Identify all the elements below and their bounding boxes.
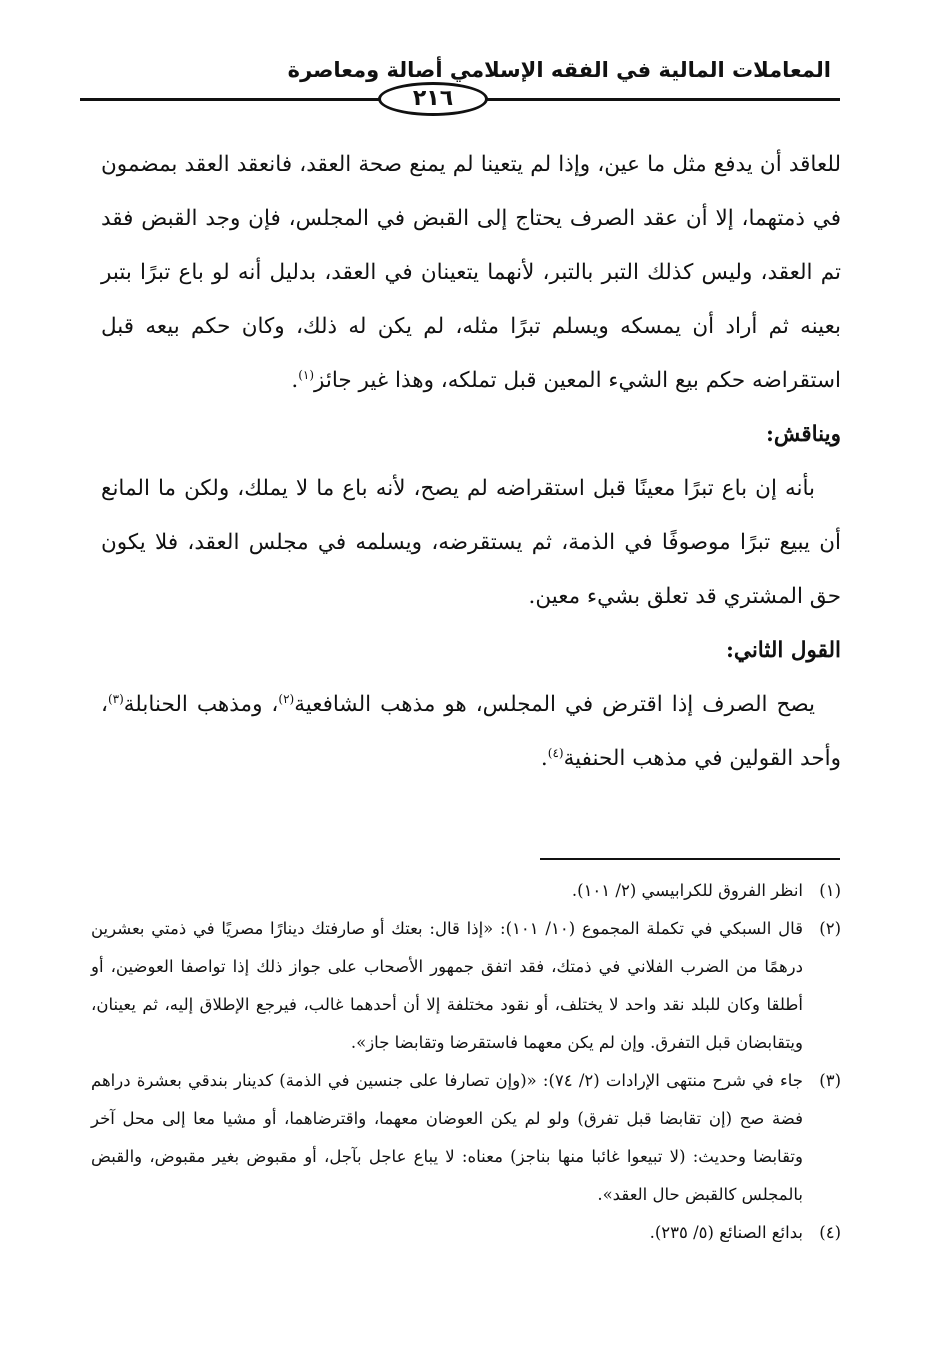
paragraph-3	[101, 678, 841, 786]
footnote-1-number: (١)	[819, 881, 841, 900]
paragraph-1-text: للعاقد أن يدفع مثل ما عين، وإذا لم يتعينا لم يمنع صحة العقد، فانعقد العقد بمضمون في ذمتهما، إلا أن عقد الصرف يحتاج إلى القبض في المجلس، فإن وجد القبض فقد تم العقد، وليس كذلك التبر بالتبر، لأنهما يتعينان في العقد، بدليل أنه لو باع تبرًا بتبر بعينه ثم أراد أن يمسكه ويسلم تبرًا مثله، لم يكن له ذلك، وكان حكم بيعه قبل استقراضه حكم بيع الشيء المعين قبل تملكه، وهذا غير جائز	[101, 152, 841, 393]
footnote-1	[91, 872, 841, 910]
paragraph-3-text-a: يصح الصرف إذا اقترض في المجلس، هو مذهب الشافعية	[294, 692, 816, 717]
paragraph-3-text-d: .	[540, 746, 548, 771]
heading-objection: ويناقش:	[765, 422, 841, 447]
page-number: ٢١٦	[378, 82, 488, 116]
main-text	[101, 138, 841, 786]
paragraph-1	[101, 138, 841, 408]
footnote-3	[91, 1062, 841, 1214]
footnote-2-text: قال السبكي في تكملة المجموع (١٠/ ١٠١): «إذا قال: بعتك أو صارفتك دينارًا مصريًا في ذمتي بعشرين درهمًا من الضرب الفلاني في ذمتك، فقد اتفق جمهور الأصحاب على جواز ذلك إذا تواصفا العوضين، أو أطلقا وكان للبلد نقد واحد لا يختلف، أو نقود مختلفة إلا أن أحدهما غالب، فيرجع الإطلاق إليه، ثم يعينان، ويتقابضان قبل التفرق. وإن لم يكن معهما فاستقرضا وتقابضا جاز».	[91, 919, 803, 1052]
paragraph-3-text-b: ، ومذهب الحنابلة	[123, 692, 279, 717]
footnote-ref-2: (٢)	[278, 691, 295, 706]
paragraph-3-text-c: ، وأحد القولين في مذهب الحنفية	[101, 692, 841, 771]
running-header-title: المعاملات المالية في الفقه الإسلامي أصالة ومعاصرة	[287, 58, 831, 82]
footnote-1-text: انظر الفروق للكرابيسي (٢/ ١٠١).	[571, 881, 803, 900]
footnote-4	[91, 1214, 841, 1252]
footnote-2-number: (٢)	[819, 919, 841, 938]
footnote-ref-1: (١)	[298, 367, 315, 382]
paragraph-2: بأنه إن باع تبرًا معينًا قبل استقراضه لم يصح، لأنه باع ما لا يملك، ولكن ما المانع أن يبيع تبرًا موصوفًا في الذمة، ثم يستقرضه، ويسلمه في مجلس العقد، فلا يكون حق المشتري قد تعلق بشيء معين.	[101, 476, 841, 609]
footnote-ref-3: (٣)	[107, 691, 124, 706]
footnote-4-number: (٤)	[819, 1223, 841, 1242]
footnote-3-number: (٣)	[819, 1071, 841, 1090]
footnote-separator	[540, 858, 840, 860]
footnote-ref-4: (٤)	[547, 745, 564, 760]
footnotes	[91, 872, 841, 1252]
footnote-3-text: جاء في شرح منتهى الإرادات (٢/ ٧٤): «(وإن تصارفا على جنسين في الذمة) كدينار بندقي بعشرة دراهم فضة صح (إن تقابضا قبل تفرق) ولو لم يكن العوضان معهما، واقترضاهما، أو مشيا معا إلى محل آخر وتقابضا وحديث: (لا تبيعوا غائبا منها بناجز) معناه: لا يباع عاجل بآجل، أو مقبوض بغير مقبوض، والقبض بالمجلس كالقبض حال العقد».	[91, 1071, 803, 1204]
footnote-4-text: بدائع الصنائع (٥/ ٢٣٥).	[649, 1223, 803, 1242]
footnote-2	[91, 910, 841, 1062]
paragraph-1-end: .	[291, 368, 299, 393]
heading-second-opinion: القول الثاني:	[725, 638, 841, 663]
